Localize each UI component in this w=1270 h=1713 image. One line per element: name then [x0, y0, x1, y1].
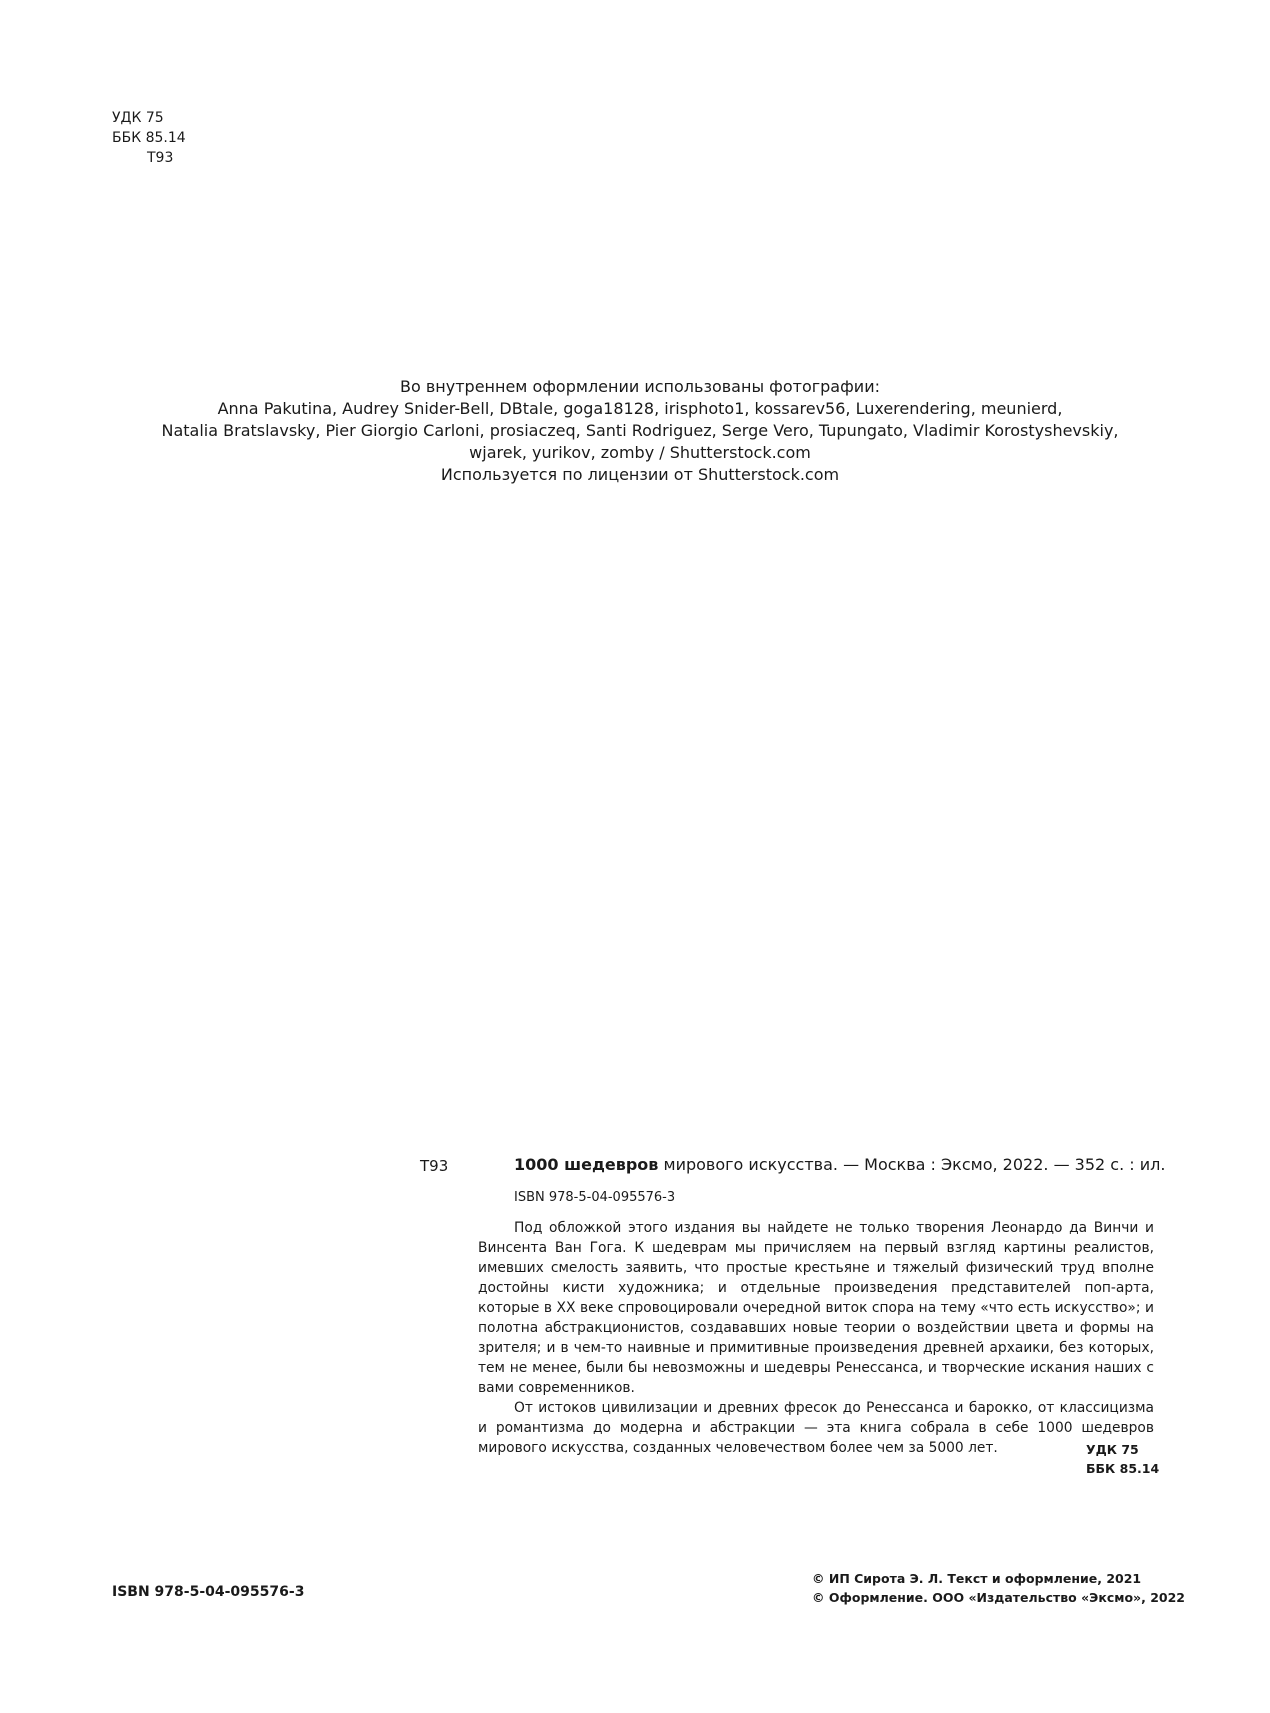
card-udk: УДК 75: [1086, 1442, 1139, 1457]
annotation-paragraph: От истоков цивилизации и древних фресок до Ренессанса и барокко, от классицизма и романтизма до модерна и абстракции — эта книга собрала в себе 1000 шедевров мирового искусства, созданных человечеством более чем за 5000 лет.: [478, 1400, 1154, 1456]
bbk-code: ББК 85.14: [112, 130, 186, 146]
copyright-block: [812, 1569, 1185, 1607]
card-isbn: ISBN 978-5-04-095576-3: [514, 1190, 676, 1205]
card-title-rest: мирового искусства. — Москва : Эксмо, 2022. — 352 с. : ил.: [658, 1155, 1166, 1174]
author-mark: Т93: [147, 150, 174, 166]
credits-line: Используется по лицензии от Shutterstock.com: [440, 465, 840, 484]
credits-line: Anna Pakutina, Audrey Snider-Bell, DBtale, goga18128, irisphoto1, kossarev56, Luxerendering, meunierd,: [217, 399, 1063, 418]
copyright-line: © Оформление. ООО «Издательство «Эксмо», 2022: [812, 1590, 1185, 1605]
copyright-line: © ИП Сирота Э. Л. Текст и оформление, 2021: [812, 1571, 1142, 1586]
annotation: [478, 1218, 1154, 1458]
footer-isbn: ISBN 978-5-04-095576-3: [112, 1584, 305, 1600]
card-bbk: ББК 85.14: [1086, 1461, 1160, 1476]
credits-line: Natalia Bratslavsky, Pier Giorgio Carloni, prosiaczeq, Santi Rodriguez, Serge Vero, Tupungato, Vladimir Korostyshevskiy,: [161, 421, 1119, 440]
photo-credits: [150, 376, 1130, 486]
classification-block: [112, 108, 186, 168]
udk-code: УДК 75: [112, 110, 164, 126]
card-classification: [1086, 1440, 1159, 1478]
credits-line: Во внутреннем оформлении использованы фотографии:: [400, 377, 880, 396]
annotation-paragraph: Под обложкой этого издания вы найдете не только творения Леонардо да Винчи и Винсента Ван Гога. К шедеврам мы причисляем на первый взгляд картины реалистов, имевших смелость заявить, что простые крестьяне и тяжелый физический труд вполне достойны кисти художника; и отдельные произведения представителей поп-арта, которые в XX веке спровоцировали очередной виток спора на тему «что есть искусство»; и полотна абстракционистов, создававших новые теории о воздействии цвета и формы на зрителя; и в чем-то наивные и примитивные произведения древней архаики, без которых, тем не менее, были бы невозможны и шедевры Ренессанса, и творческие искания наших с вами современников.: [478, 1220, 1154, 1396]
credits-line: wjarek, yurikov, zomby / Shutterstock.com: [469, 443, 811, 462]
card-author-mark: Т93: [420, 1157, 449, 1175]
card-title: [514, 1154, 1165, 1176]
card-title-bold: 1000 шедевров: [514, 1155, 659, 1174]
